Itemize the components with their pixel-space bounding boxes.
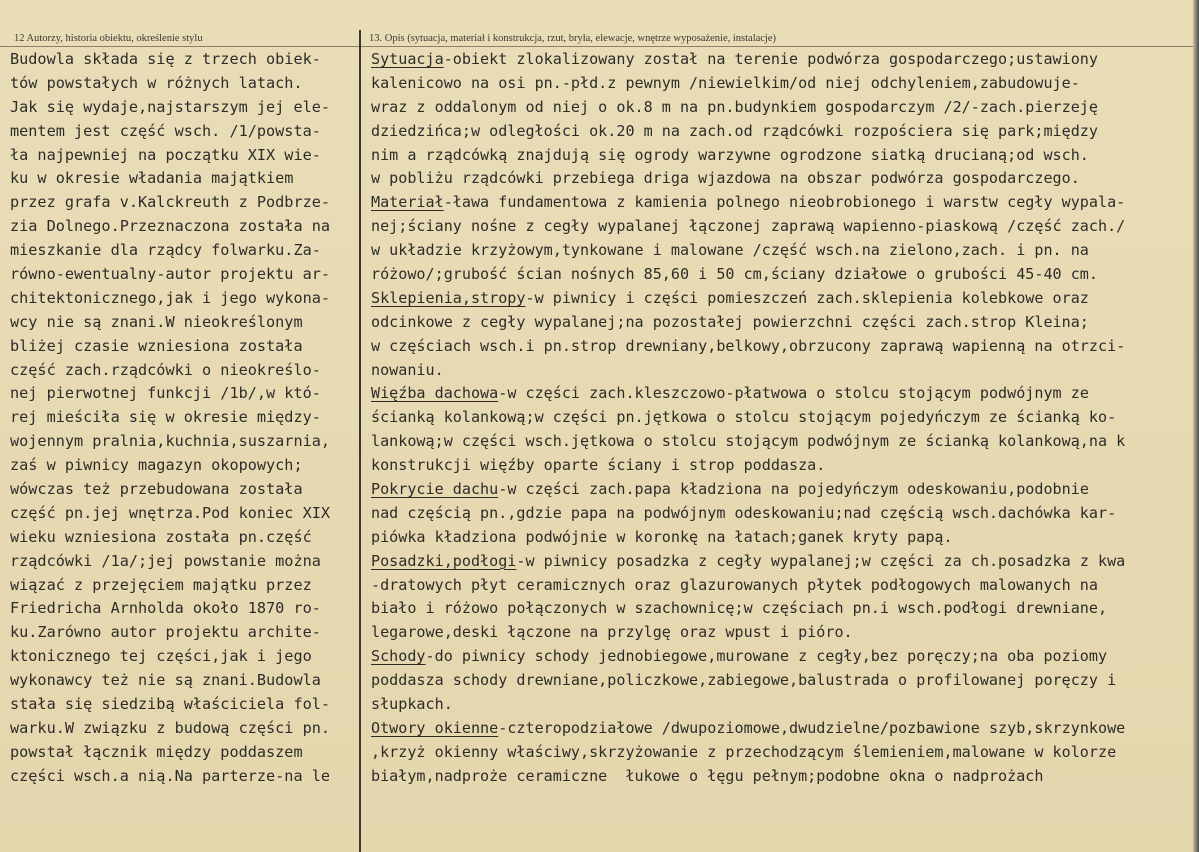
section-text: -obiekt zlokalizowany został na terenie podwórza gospodarczego;ustawiony (443, 50, 1098, 68)
description-text-line (371, 526, 1191, 550)
description-text-line (371, 48, 1191, 72)
section-text: w pobliżu rządcówki przebiega driga wjazdowa na obszar podwórza gospodarczego. (371, 169, 1080, 188)
history-text-line: ku w okresie władania majątkiem (10, 169, 294, 188)
section-text: ścianką kolankową;w części pn.jętkowa o stolcu stojącym pojedyńczym ze ścianką ko- (371, 408, 1117, 427)
right-column-heading: 13. Opis (sytuacja, materiał i konstrukcja, rzut, bryła, elewacje, wnętrze wyposażenie, instalacje) (369, 33, 777, 44)
history-text-line: wieku wzniesiona została pn.część (10, 527, 312, 546)
description-text-line (371, 382, 1191, 406)
description-text-line (371, 72, 1191, 96)
section-text: -w części zach.kleszczowo-płatwowa o stolcu stojącym podwójnym ze (498, 384, 1089, 403)
description-text-line (371, 359, 1191, 383)
section-text: słupkach. (371, 695, 453, 714)
section-text: nim a rządcówką znajdują się ogrody warzywne ogrodzone siatką drucianą;od wsch. (371, 145, 1089, 164)
section-keyword: Pokrycie dachu (371, 480, 499, 499)
description-text-line (371, 167, 1191, 191)
section-text: biało i różowo połączonych w szachownicę;w częściach pn.i wsch.podłogi drewniane, (371, 599, 1108, 618)
header-rule (0, 46, 1199, 47)
section-text: -w piwnicy posadzka z cegły wypalanej;w części za ch.posadzka z kwa (516, 551, 1126, 570)
column-divider (359, 30, 361, 852)
left-column-heading: 12 Autorzy, historia obiektu, określenie stylu (14, 33, 203, 44)
description-text-line (371, 765, 1191, 789)
section-text: lankową;w części wsch.jętkowa o stolcu stojącym podwójnym ze ścianką kolankową,na k (371, 432, 1126, 451)
description-text-line (371, 550, 1191, 574)
description-text-line (371, 144, 1191, 168)
section-keyword: Sytuacja (371, 50, 444, 68)
section-text: odcinkowe z cegły wypalanej;na pozostałej powierzchni części zach.strop Kleina; (371, 312, 1089, 331)
history-text-line: mentem jest część wsch. /1/powsta- (10, 121, 321, 140)
history-text-line: ktonicznego tej części,jak i jego (10, 647, 312, 666)
section-text: piówka kładziona podwójnie w koronkę na łatach;ganek kryty papą. (371, 527, 953, 546)
history-text-line: powstał łącznik między poddaszem (10, 742, 303, 761)
history-text-line: chitektonicznego,jak i jego wykona- (10, 288, 331, 307)
section-text: -w piwnicy i części pomieszczeń zach.sklepienia kolebkowe oraz (525, 288, 1089, 307)
description-text-line (371, 263, 1191, 287)
description-text-line (371, 741, 1191, 765)
section-text: dziedzińca;w odległości ok.20 m na zach.od rządcówki rozpościera się park;między (371, 121, 1098, 140)
section-text: legarowe,deski łączone na przylgę oraz wpust i pióro. (371, 623, 853, 642)
description-text-line (371, 120, 1191, 144)
history-text-line: zia Dolnego.Przeznaczona została na (10, 217, 331, 236)
description-text-line (371, 574, 1191, 598)
history-text-line: część zach.rządcówki o nieokreślo- (10, 360, 321, 379)
section-text: różowo/;grubość ścian nośnych 85,60 i 50 cm,ściany działowe o grubości 45-40 cm. (371, 265, 1098, 284)
section-keyword: Schody (371, 647, 426, 666)
description-text-line (371, 502, 1191, 526)
history-text-line: Friedricha Arnholda około 1870 ro- (10, 599, 321, 618)
description-text-line (371, 597, 1191, 621)
history-text-line: tów powstałych w różnych latach. (10, 73, 303, 92)
description-text-line (371, 311, 1191, 335)
description-text-line (371, 430, 1191, 454)
history-text-line: wojennym pralnia,kuchnia,suszarnia, (10, 432, 331, 451)
description-text-line (371, 239, 1191, 263)
history-text-line: warku.W związku z budową części pn. (10, 718, 331, 737)
section-text: konstrukcji więźby oparte ściany i strop poddasza. (371, 456, 826, 475)
history-text-line: wówczas też przebudowana została (10, 480, 303, 499)
section-text: ,krzyż okienny właściwy,skrzyżowanie z przechodzącym ślemieniem,malowane w kolorze (371, 742, 1117, 761)
section-keyword: Więźba dachowa (371, 384, 499, 403)
section-text: nowaniu. (371, 360, 444, 379)
description-text-line (371, 717, 1191, 741)
history-text-line: część pn.jej wnętrza.Pod koniec XIX (10, 503, 331, 522)
section-text: -w części zach.papa kładziona na pojedyńczym odeskowaniu,podobnie (498, 480, 1089, 499)
history-text-line: mieszkanie dla rządcy folwarku.Za- (10, 241, 321, 260)
history-text-line: równo-ewentualny-autor projektu ar- (10, 265, 331, 284)
history-text-line: bliżej czasie wzniesiona została (10, 336, 303, 355)
card-edge (1193, 0, 1199, 852)
section-keyword: Posadzki,podłogi (371, 551, 517, 570)
section-text: w układzie krzyżowym,tynkowane i malowane /część wsch.na zielono,zach. i pn. na (371, 241, 1089, 260)
history-text-line: rej mieściła się w okresie między- (10, 408, 321, 427)
description-text-line (371, 287, 1191, 311)
section-keyword: Otwory okienne (371, 718, 499, 737)
description-text-line (371, 693, 1191, 717)
history-text-line: przez grafa v.Kalckreuth z Podbrze- (10, 193, 331, 212)
history-text-line: Jak się wydaje,najstarszym jej ele- (10, 97, 331, 116)
description-text-line (371, 96, 1191, 120)
description-text-line (371, 478, 1191, 502)
history-text-line: wykonawcy też nie są znani.Budowla (10, 671, 321, 690)
section-text: białym,nadproże ceramiczne łukowe o łęgu pełnym;podobne okna o nadprożach (371, 766, 1044, 785)
description-text-line (371, 335, 1191, 359)
description-text-line (371, 454, 1191, 478)
section-text: poddasza schody drewniane,policzkowe,zabiegowe,balustrada o profilowanej poręczy i (371, 671, 1117, 690)
section-keyword: Materiał (371, 193, 444, 212)
section-text: nej;ściany nośne z cegły wypalanej łączonej zaprawą wapienno-piaskową /część zach./ (371, 217, 1126, 236)
section-text: kalenicowo na osi pn.-płd.z pewnym /niewielkim/od niej odchyleniem,zabudowuje- (371, 73, 1080, 92)
description-text-line (371, 645, 1191, 669)
history-text-line: rządcówki /1a/;jej powstanie można (10, 551, 321, 570)
description-text-line (371, 621, 1191, 645)
history-text-line: zaś w piwnicy magazyn okopowych; (10, 456, 303, 475)
description-text-line (371, 406, 1191, 430)
section-text: -dratowych płyt ceramicznych oraz glazurowanych płytek podłogowych malowanych na (371, 575, 1098, 594)
history-text-line: stała się siedzibą właściciela fol- (10, 695, 331, 714)
section-text: -do piwnicy schody jednobiegowe,murowane z cegły,bez poręczy;na oba poziomy (425, 647, 1108, 666)
section-text: w częściach wsch.i pn.strop drewniany,belkowy,obrzucony zaprawą wapienną na otrzci- (371, 336, 1126, 355)
section-text: wraz z oddalonym od niej o ok.8 m na pn.budynkiem gospodarczym /2/-zach.pierzeję (371, 97, 1098, 116)
section-text: -czteropodziałowe /dwupoziomowe,dwudzielne/pozbawione szyb,skrzynkowe (498, 718, 1126, 737)
history-text-line: Budowla składa się z trzech obiek- (10, 50, 321, 68)
history-text-column (10, 48, 356, 789)
description-text-line (371, 215, 1191, 239)
section-text: nad częścią pn.,gdzie papa na podwójnym odeskowaniu;nad częścią wsch.dachówka kar- (371, 503, 1117, 522)
section-text: -ława fundamentowa z kamienia polnego nieobrobionego i warstw cegły wypala- (443, 193, 1126, 212)
history-text-line: wiązać z przejęciem majątku przez (10, 575, 312, 594)
description-text-line (371, 669, 1191, 693)
history-text-line: wcy nie są znani.W nieokreślonym (10, 312, 303, 331)
description-text-column (371, 48, 1191, 789)
description-text-line (371, 191, 1191, 215)
history-text-line: części wsch.a nią.Na parterze-na le (10, 766, 331, 785)
history-text-line: ła najpewniej na początku XIX wie- (10, 145, 321, 164)
section-keyword: Sklepienia,stropy (371, 288, 526, 307)
history-text-line: nej pierwotnej funkcji /1b/,w któ- (10, 384, 321, 403)
history-text-line: ku.Zarówno autor projektu archite- (10, 623, 321, 642)
